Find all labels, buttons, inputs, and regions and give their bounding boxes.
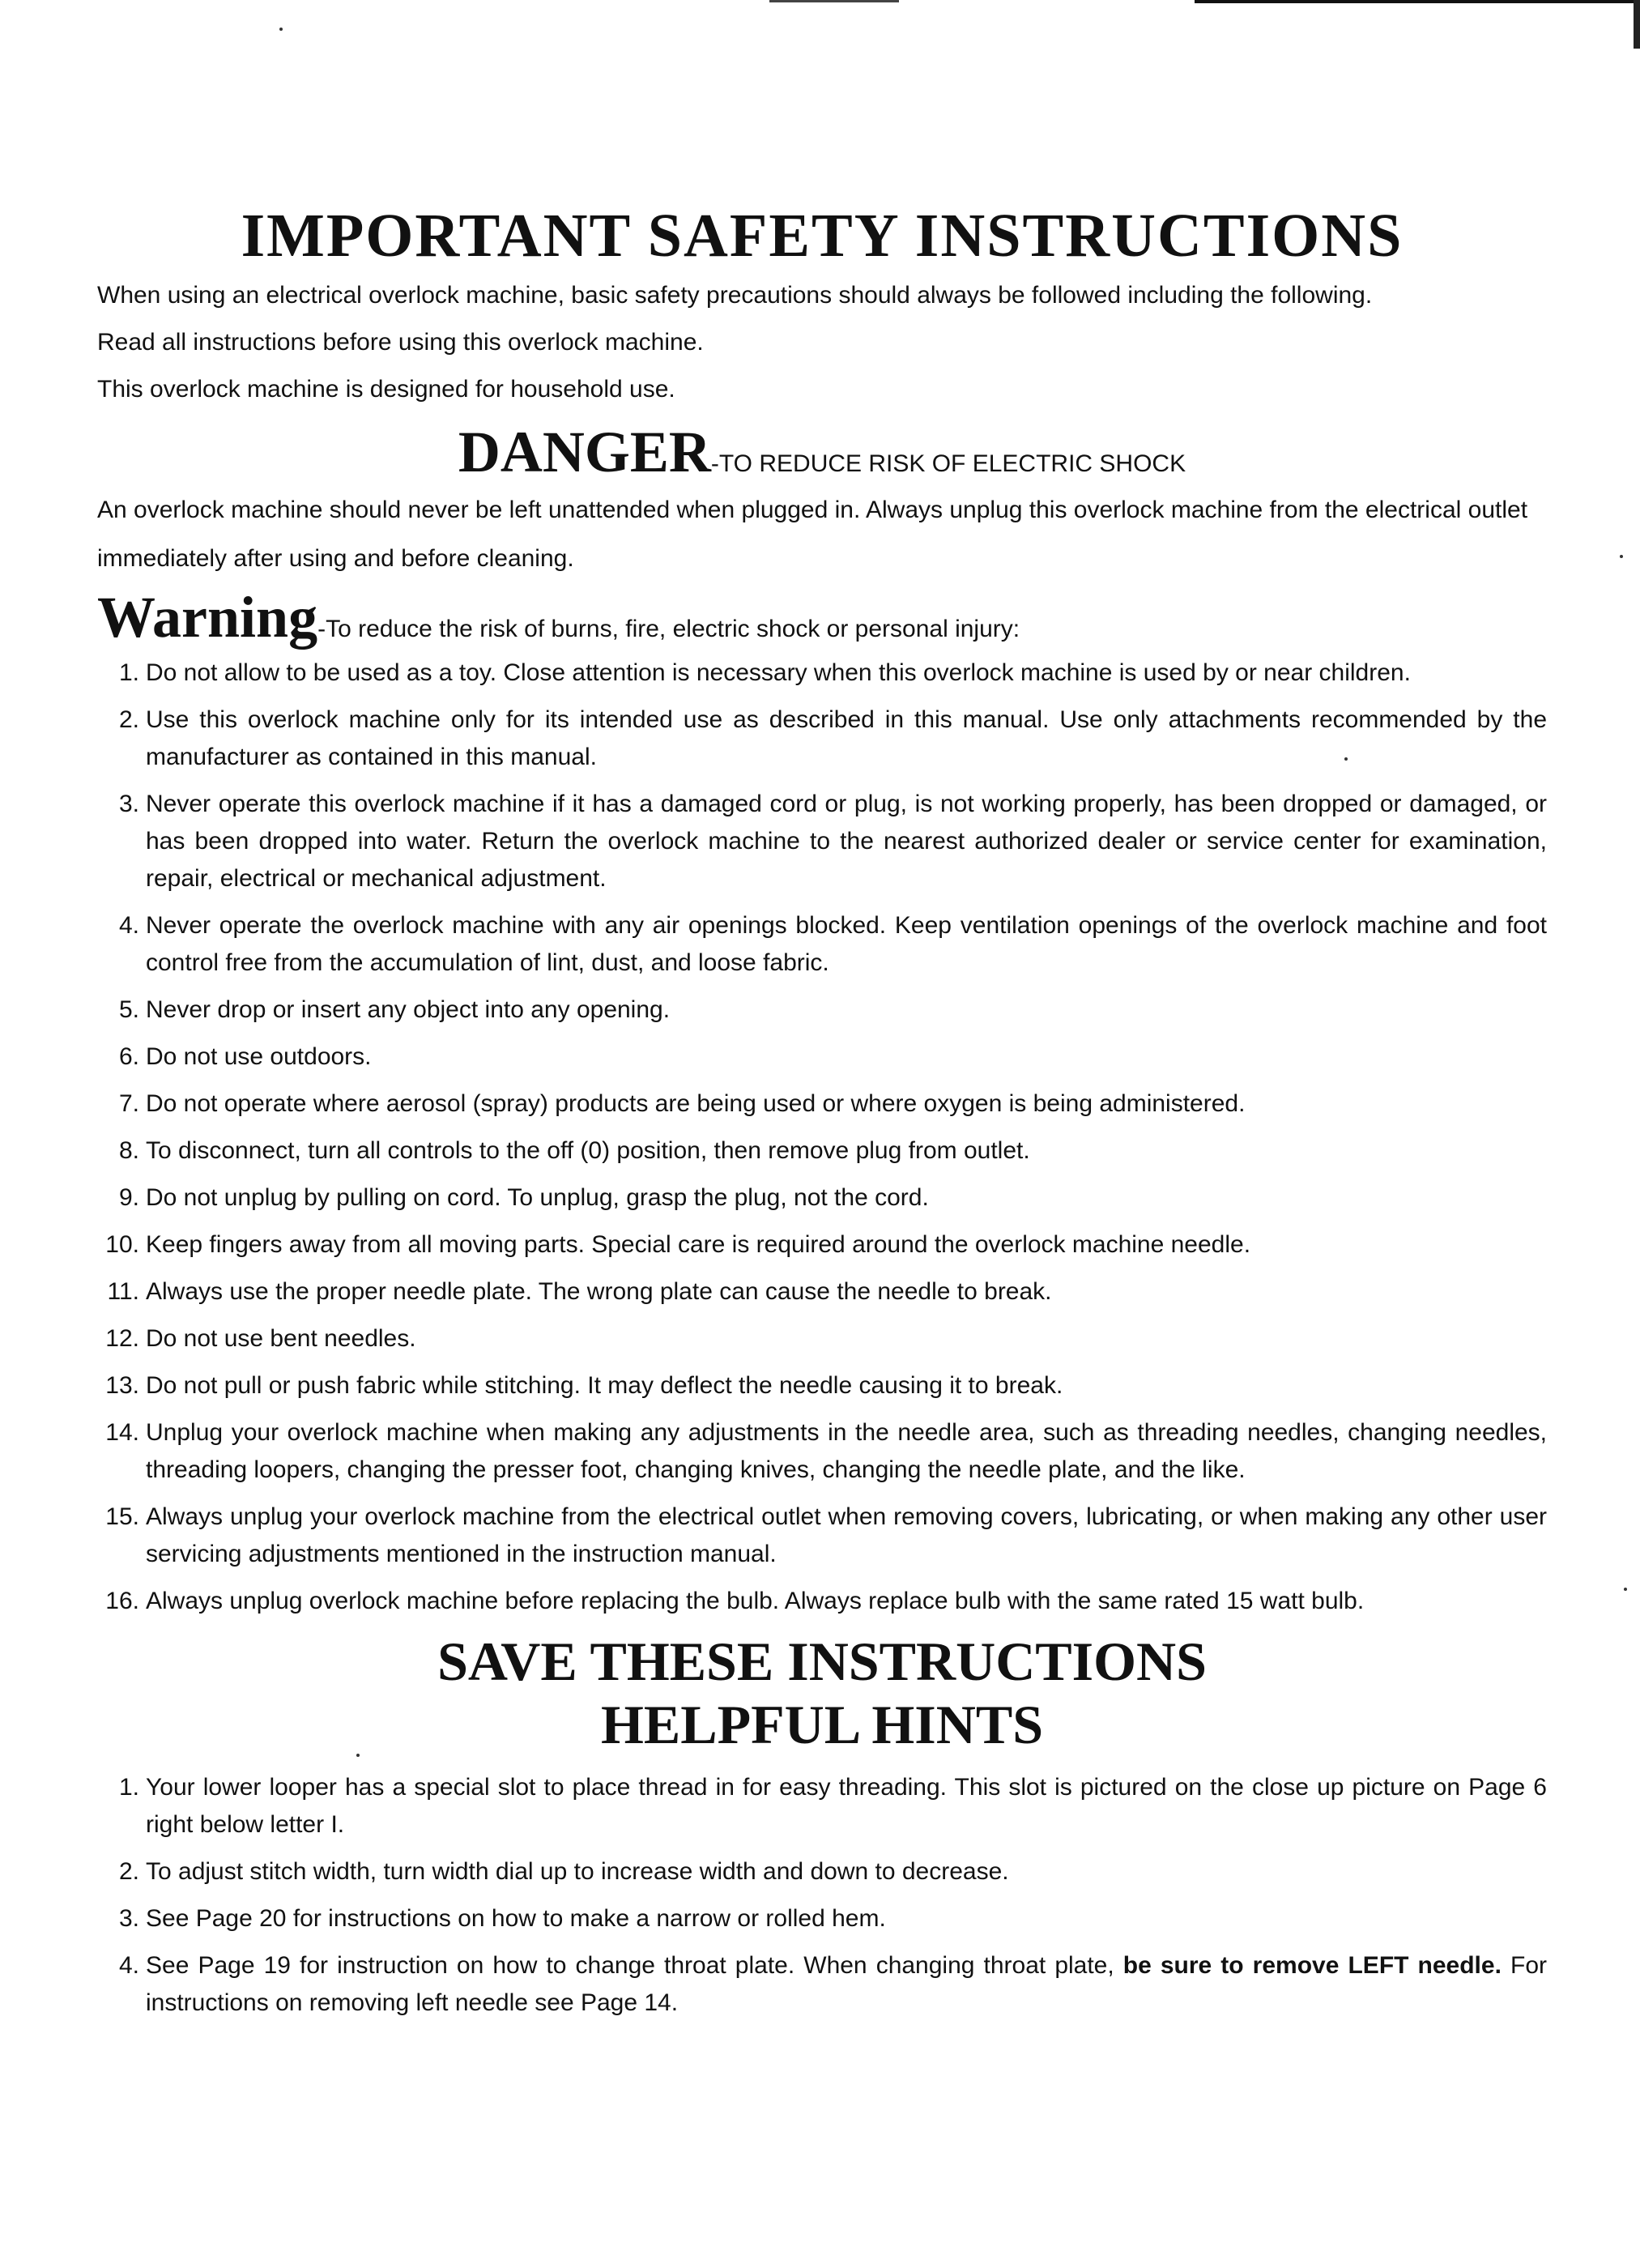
scan-artifact-line xyxy=(1195,0,1640,3)
hints-item-text: See Page 20 for instructions on how to make a narrow or rolled hem. xyxy=(146,1904,886,1932)
page-title: IMPORTANT SAFETY INSTRUCTIONS xyxy=(241,202,1404,270)
safety_items-item-number: 8. xyxy=(118,1136,139,1164)
safety_items-item-text: Do not allow to be used as a toy. Close attention is necessary when this overlock machine is used by or near children. xyxy=(146,659,1411,686)
hints-item-number: 1. xyxy=(118,1773,139,1801)
safety_items-item-text: Unplug your overlock machine when making any adjustments in the needle area, such as threading needles, changing needles, threading loopers, changing the presser foot, changing knives, changing the needle plate, and the like. xyxy=(146,1418,1547,1483)
safety_items-item-text: To disconnect, turn all controls to the off (0) position, then remove plug from outlet. xyxy=(146,1136,1030,1164)
safety_items-item xyxy=(97,1132,1547,1170)
safety_items-item xyxy=(97,1085,1547,1123)
scan-speck xyxy=(1624,1588,1627,1591)
danger-subtitle: -TO REDUCE RISK OF ELECTRIC SHOCK xyxy=(710,450,1186,477)
scan-artifact-line xyxy=(769,0,899,2)
safety_items-item xyxy=(97,786,1547,897)
safety_items-item-text: Do not unplug by pulling on cord. To unplug, grasp the plug, not the cord. xyxy=(146,1183,929,1211)
safety_items-item-number: 5. xyxy=(118,995,139,1023)
safety_items-item-text: Always use the proper needle plate. The wrong plate can cause the needle to break. xyxy=(146,1277,1052,1305)
hints-item-emphasis: be sure to remove LEFT needle. xyxy=(1122,1951,1502,1979)
safety_items-item-text: Do not operate where aerosol (spray) products are being used or where oxygen is being administered. xyxy=(146,1089,1246,1117)
safety-list xyxy=(97,654,1547,1620)
safety_items-item-text: Always unplug overlock machine before replacing the bulb. Always replace bulb with the same rated 15 watt bulb. xyxy=(146,1587,1365,1614)
safety_items-item xyxy=(97,1583,1547,1620)
hints-item-number: 2. xyxy=(118,1857,139,1885)
hints-item-number: 4. xyxy=(118,1951,139,1979)
danger-text: An overlock machine should never be left unattended when plugged in. Always unplug this overlock machine from the electrical outlet immediately after using and before cleaning. xyxy=(97,496,1528,572)
hints-item-number: 3. xyxy=(118,1904,139,1932)
safety_items-item xyxy=(97,1367,1547,1405)
safety_items-item-text: Use this overlock machine only for its intended use as described in this manual. Use only attachments recommended by the manufacturer as contained in this manual. xyxy=(146,706,1547,770)
safety_items-item xyxy=(97,1273,1547,1311)
safety_items-item-number: 14. xyxy=(105,1418,139,1446)
safety_items-item-number: 2. xyxy=(118,706,139,733)
safety_items-item-text: Never operate the overlock machine with any air openings blocked. Keep ventilation openings of the overlock machine and foot control free from the accumulation of lint, dust, and loose fabric. xyxy=(146,911,1547,976)
safety_items-item xyxy=(97,991,1547,1029)
warning-word: Warning xyxy=(97,584,318,650)
safety_items-item-number: 3. xyxy=(118,790,139,817)
hints-item xyxy=(97,1947,1547,2022)
save-heading: SAVE THESE INSTRUCTIONS xyxy=(437,1630,1207,1692)
safety_items-item xyxy=(97,1038,1547,1076)
intro-line: When using an electrical overlock machine, basic safety precautions should always be followed including the following. xyxy=(97,281,1373,309)
safety_items-item-number: 16. xyxy=(105,1587,139,1614)
safety_items-item xyxy=(97,1498,1547,1573)
safety_items-item-text: Never operate this overlock machine if it has a damaged cord or plug, is not working properly, has been dropped or damaged, or has been dropped into water. Return the overlock machine to the nearest authorized dealer or service center for examination, repair, electrical or mechanical adjustment. xyxy=(146,790,1547,892)
safety_items-item-number: 6. xyxy=(118,1042,139,1070)
safety_items-item xyxy=(97,1226,1547,1264)
safety_items-item-text: Do not use bent needles. xyxy=(146,1324,416,1352)
safety_items-item-number: 11. xyxy=(107,1277,139,1305)
safety_items-item xyxy=(97,907,1547,982)
hints-item-text-part: See Page 19 for instruction on how to change throat plate. When changing throat plate, xyxy=(146,1951,1123,1979)
safety_items-item xyxy=(97,1179,1547,1217)
safety_items-item-text: Do not use outdoors. xyxy=(146,1042,372,1070)
safety_items-item xyxy=(97,1320,1547,1358)
intro-section xyxy=(97,282,1547,403)
safety_items-item-number: 4. xyxy=(118,911,139,939)
safety_items-item-number: 10. xyxy=(105,1230,139,1258)
intro-line: This overlock machine is designed for household use. xyxy=(97,375,675,403)
safety_items-item-text: Always unplug your overlock machine from the electrical outlet when removing covers, lubricating, or when making any other user servicing adjustments mentioned in the instruction manual. xyxy=(146,1503,1547,1567)
hints-item-text: To adjust stitch width, turn width dial up to increase width and down to decrease. xyxy=(146,1857,1009,1885)
safety_items-item-text: Keep fingers away from all moving parts. Special care is required around the overlock machine needle. xyxy=(146,1230,1251,1258)
scan-speck xyxy=(1620,555,1623,558)
safety_items-item-number: 13. xyxy=(105,1371,139,1399)
scan-speck xyxy=(279,28,283,31)
safety_items-item-number: 1. xyxy=(118,659,139,686)
hints-heading: HELPFUL HINTS xyxy=(600,1693,1044,1755)
hints-item-text: Your lower looper has a special slot to place thread in for easy threading. This slot is pictured on the close up picture on Page 6 right below letter I. xyxy=(146,1773,1547,1838)
hints-item-text xyxy=(146,1947,1547,2022)
safety_items-item xyxy=(97,1414,1547,1489)
scan-artifact-edge xyxy=(1634,0,1640,49)
warning-subtitle: -To reduce the risk of burns, fire, electric shock or personal injury: xyxy=(317,615,1020,642)
document-page xyxy=(97,202,1547,2031)
intro-line: Read all instructions before using this overlock machine. xyxy=(97,328,704,356)
safety_items-item-text: Do not pull or push fabric while stitching. It may deflect the needle causing it to break. xyxy=(146,1371,1063,1399)
hints-item xyxy=(97,1900,1547,1938)
hints-item xyxy=(97,1853,1547,1891)
safety_items-item-number: 12. xyxy=(105,1324,139,1352)
hints-item-text-part: For instructions on removing left needle see Page 14. xyxy=(146,1951,1547,2016)
danger-heading xyxy=(97,419,1547,484)
safety_items-item-number: 15. xyxy=(105,1503,139,1530)
danger-word: DANGER xyxy=(458,419,711,484)
safety_items-item-text: Never drop or insert any object into any opening. xyxy=(146,995,671,1023)
safety_items-item xyxy=(97,654,1547,692)
hints-list xyxy=(97,1769,1547,2022)
safety_items-item xyxy=(97,701,1547,776)
safety_items-item-number: 9. xyxy=(118,1183,139,1211)
warning-heading xyxy=(97,584,1547,650)
hints-item xyxy=(97,1769,1547,1844)
safety_items-item-number: 7. xyxy=(118,1089,139,1117)
